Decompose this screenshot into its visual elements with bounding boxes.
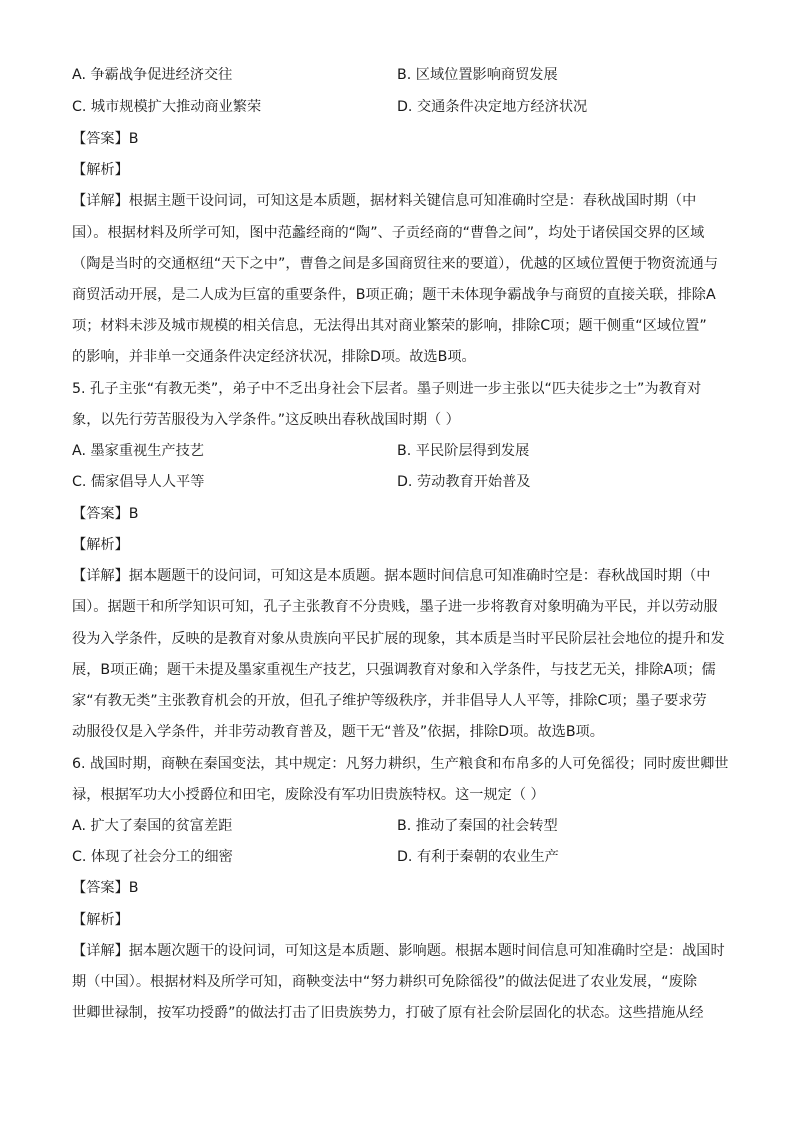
q6-option-a: A. 扩大了秦国的贫富差距 bbox=[72, 818, 233, 834]
q6-stem-line: 禄，根据军功大小授爵位和田宅，废除没有军功旧贵族特权。这一规定（ ） bbox=[72, 787, 545, 803]
q6-option-b: B. 推动了秦国的社会转型 bbox=[397, 818, 558, 834]
q4-analysis-label: 【解析】 bbox=[72, 162, 129, 178]
q6-detail-line: 世卿世禄制，按军功授爵”的做法打击了旧贵族势力，打破了原有社会阶层固化的状态。这些措施从经 bbox=[72, 1005, 704, 1021]
q4-detail-line: 项；材料未涉及城市规模的相关信息，无法得出其对商业繁荣的影响，排除C项；题干侧重“区域位置” bbox=[72, 318, 707, 334]
q5-stem-line: 象，以先行劳苦服役为入学条件。”这反映出春秋战国时期（ ） bbox=[72, 412, 460, 428]
q5-analysis-label: 【解析】 bbox=[72, 537, 129, 553]
q5-option-c: C. 儒家倡导人人平等 bbox=[72, 474, 205, 490]
q6-stem-line: 6. 战国时期，商鞅在秦国变法，其中规定：凡努力耕织，生产粮食和布帛多的人可免徭役；同时废世卿世 bbox=[72, 756, 729, 772]
q5-detail-line: 家“有教无类”主张教育机会的开放，但孔子维护等级秩序，并非倡导人人平等，排除C项；墨子要求劳 bbox=[72, 693, 707, 709]
q5-stem-line: 5. 孔子主张“有教无类”，弟子中不乏出身社会下层者。墨子则进一步主张以“匹夫徒步之士”为教育对 bbox=[72, 381, 702, 397]
q6-option-c: C. 体现了社会分工的细密 bbox=[72, 849, 233, 865]
q4-option-a: A. 争霸战争促进经济交往 bbox=[72, 67, 233, 83]
q5-option-b: B. 平民阶层得到发展 bbox=[397, 443, 530, 459]
q6-analysis-label: 【解析】 bbox=[72, 912, 129, 928]
q4-answer: 【答案】B bbox=[72, 131, 139, 147]
q5-detail-line: 【详解】据本题题干的设问词，可知这是本质题。据本题时间信息可知准确时空是：春秋战国时期（中 bbox=[72, 568, 711, 584]
q4-detail-line: 商贸活动开展，是二人成为巨富的重要条件，B项正确；题干未体现争霸战争与商贸的直接关联，排除A bbox=[72, 287, 716, 303]
q4-option-c: C. 城市规模扩大推动商业繁荣 bbox=[72, 99, 262, 115]
q5-detail-line: 国）。据题干和所学知识可知，孔子主张教育不分贵贱，墨子进一步将教育对象明确为平民，并以劳动服 bbox=[72, 599, 718, 615]
q5-detail-line: 动服役仅是入学条件，并非劳动教育普及，题干无“普及”依据，排除D项。故选B项。 bbox=[72, 724, 604, 740]
q4-detail-line: 的影响，并非单一交通条件决定经济状况，排除D项。故选B项。 bbox=[72, 349, 476, 365]
q5-detail-line: 役为入学条件，反映的是教育对象从贵族向平民扩展的现象，其本质是当时平民阶层社会地位的提升和发 bbox=[72, 631, 725, 647]
q5-answer: 【答案】B bbox=[72, 506, 139, 522]
q5-detail-line: 展，B项正确；题干未提及墨家重视生产技艺，只强调教育对象和入学条件，与技艺无关，排除A项；儒 bbox=[72, 662, 716, 678]
q6-answer: 【答案】B bbox=[72, 880, 139, 896]
q6-detail-line: 【详解】据本题次题干的设问词，可知这是本质题、影响题。根据本题时间信息可知准确时空是：战国时 bbox=[72, 943, 725, 959]
q4-detail-line: 【详解】根据主题干设问词，可知这是本质题，据材料关键信息可知准确时空是：春秋战国时期（中 bbox=[72, 193, 697, 209]
q5-option-d: D. 劳动教育开始普及 bbox=[397, 474, 531, 490]
q4-detail-line: 国）。根据材料及所学可知，图中范蠡经商的“陶”、子贡经商的“曹鲁之间”，均处于诸侯国交界的区域 bbox=[72, 225, 705, 241]
q6-option-d: D. 有利于秦朝的农业生产 bbox=[397, 849, 559, 865]
q6-detail-line: 期（中国）。根据材料及所学可知，商鞅变法中“努力耕织可免除徭役”的做法促进了农业发展，“废除 bbox=[72, 974, 698, 990]
q4-option-d: D. 交通条件决定地方经济状况 bbox=[397, 99, 588, 115]
q5-option-a: A. 墨家重视生产技艺 bbox=[72, 443, 204, 459]
q4-detail-line: （陶是当时的交通枢纽“天下之中”，曹鲁之间是多国商贸往来的要道），优越的区域位置便于物资流通与 bbox=[72, 256, 719, 272]
q4-option-b: B. 区域位置影响商贸发展 bbox=[397, 67, 558, 83]
